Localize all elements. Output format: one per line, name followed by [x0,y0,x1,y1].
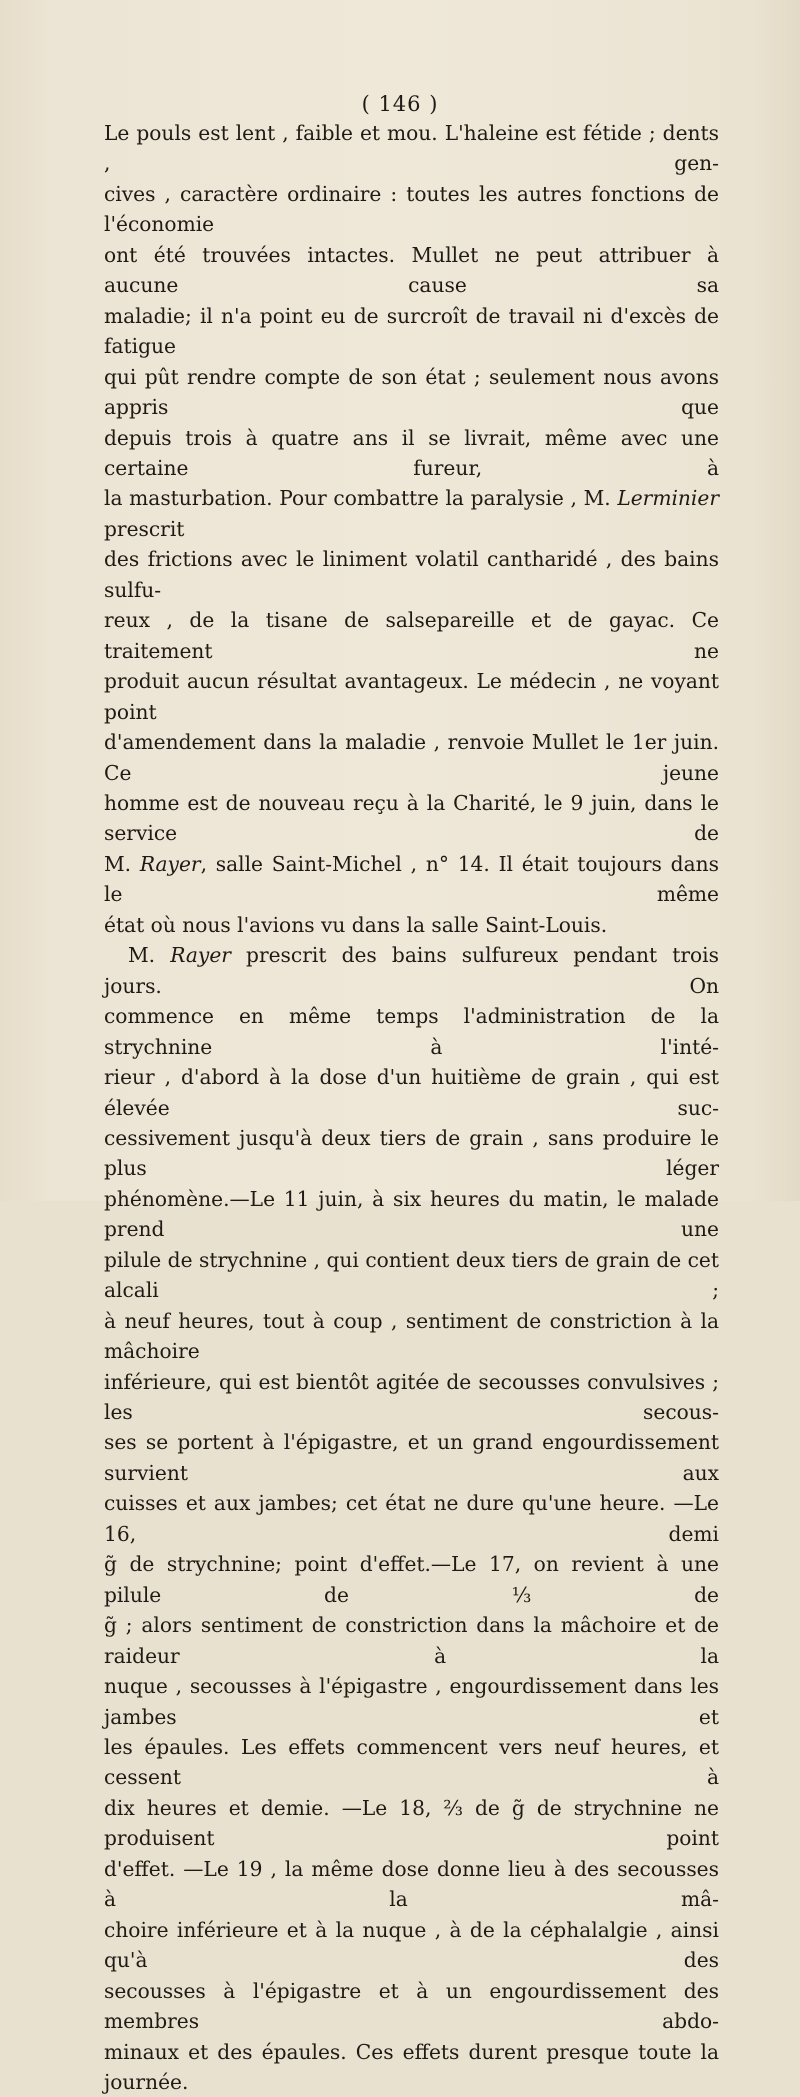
text-line: cessivement jusqu'à deux tiers de grain , sans produire le plus léger [104,1125,719,1181]
text-line: M. Rayer prescrit des bains sulfureux pendant trois jours. On [104,943,719,998]
italic-name: Lerminier [617,486,719,511]
text-line: pilule de strychnine , qui contient deux tiers de grain de cet alcali ; [104,1247,719,1303]
body-text [104,118,719,2097]
text-line: minaux et des épaules. Ces effets durent presque toute la journée. [104,2039,719,2094]
text-line: phénomène.—Le 11 juin, à six heures du matin, le malade prend une [104,1186,719,1242]
text-line: Le pouls est lent , faible et mou. L'haleine est fétide ; dents , gen- [104,121,719,176]
text-line: cives , caractère ordinaire : toutes les autres fonctions de l'économie [104,181,719,237]
text-line: nuque , secousses à l'épigastre , engourdissement dans les jambes et [104,1674,719,1729]
text-line: cuisses et aux jambes; cet état ne dure qu'une heure. —Le 16, demi [104,1491,719,1546]
text-line: commence en même temps l'administration de la strychnine à l'inté- [104,1004,719,1059]
text-line: secousses à l'épigastre et à un engourdissement des membres abdo- [104,1978,719,2034]
text-line: M. Rayer, salle Saint-Michel , n° 14. Il était toujours dans le même [104,851,719,907]
text-line: g̃ ; alors sentiment de constriction dans la mâchoire et de raideur à la [104,1613,719,1668]
text-line: des frictions avec le liniment volatil cantharidé , des bains sulfu- [104,547,719,602]
text-line: depuis trois à quatre ans il se livrait, même avec une certaine fureur, à [104,425,719,480]
text-line: les épaules. Les effets commencent vers neuf heures, et cessent à [104,1735,719,1790]
italic-name: Rayer [170,943,231,968]
text-line: maladie; il n'a point eu de surcroît de travail ni d'excès de fatigue [104,303,719,359]
text-line: g̃ de strychnine; point d'effet.—Le 17, on revient à une pilule de ⅓ de [104,1552,719,1607]
text-line: reux , de la tisane de salsepareille et de gayac. Ce traitement ne [104,608,719,663]
text-line: choire inférieure et à la nuque , à de la céphalalgie , ainsi qu'à des [104,1917,719,1973]
text-line: rieur , d'abord à la dose d'un huitième de grain , qui est élevée suc- [104,1065,719,1120]
text-line: inférieure, qui est bientôt agitée de secousses convulsives ; les secous- [104,1369,719,1425]
italic-name: Rayer [139,851,201,876]
text-line: ont été trouvées intactes. Mullet ne peut attribuer à aucune cause sa [104,242,719,298]
text-line: qui pût rendre compte de son état ; seulement nous avons appris que [104,364,719,420]
text-line: à neuf heures, tout à coup , sentiment de constriction à la mâchoire [104,1308,719,1364]
text-line: d'amendement dans la maladie , renvoie Mullet le 1er juin. Ce jeune [104,730,719,785]
text-line: dix heures et demie. —Le 18, ⅔ de g̃ de strychnine ne produisent point [104,1795,719,1851]
page-number: ( 146 ) [361,92,439,116]
text-line: ses se portent à l'épigastre, et un grand engourdissement survient aux [104,1430,719,1485]
text-line: produit aucun résultat avantageux. Le médecin , ne voyant point [104,669,719,724]
text-line: la masturbation. Pour combattre la paralysie , M. Lerminier prescrit [104,486,719,541]
text-line: état où nous l'avions vu dans la salle Saint-Louis. [104,912,608,937]
text-line: homme est de nouveau reçu à la Charité, le 9 juin, dans le service de [104,790,719,846]
text-line: d'effet. —Le 19 , la même dose donne lieu à des secousses à la mâ- [104,1856,719,1912]
